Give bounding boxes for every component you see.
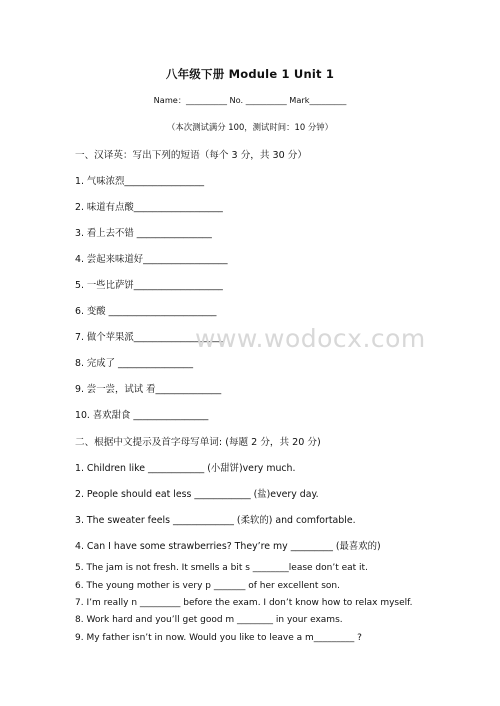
section-2-item-2: 2. People should eat less ____________ (盐)every day. <box>75 489 319 500</box>
section-1-item-6: 6. 变酸 _______________________ <box>75 306 217 317</box>
section-1-item-2: 2. 味道有点酸___________________ <box>75 202 223 213</box>
section-2-heading: 二、根据中文提示及首字母写单词: (每题 2 分，共 20 分) <box>75 437 321 448</box>
section-2-item-5: 5. The jam is not fresh. It smells a bit s ________lease don’t eat it. <box>75 563 368 573</box>
section-2-item-6: 6. The young mother is very p _______ of her excellent son. <box>75 581 340 591</box>
section-1-item-8: 8. 完成了 ________________ <box>75 358 194 369</box>
section-2-item-8: 8. Work hard and you’ll get good m ________ in your exams. <box>75 615 343 625</box>
section-2-item-4: 4. Can I have some strawberries? They’re my _________ (最喜欢的) <box>75 541 381 552</box>
name-line: Name：__________ No. __________ Mark_________ <box>153 95 347 105</box>
section-1-heading: 一、汉译英：写出下列的短语（每个 3 分，共 30 分） <box>75 150 307 161</box>
section-1-item-7: 7. 做个苹果派___________________ <box>75 332 223 343</box>
score-note: （本次测试满分 100，测试时间：10 分钟） <box>167 122 333 132</box>
section-1-item-1: 1. 气味浓烈_________________ <box>75 176 205 187</box>
watermark: www.wodocx.com <box>195 324 426 353</box>
section-2-item-1: 1. Children like ____________ (小甜饼)very much. <box>75 463 296 474</box>
section-2-item-3: 3. The sweater feels _____________ (柔软的) and comfortable. <box>75 515 356 526</box>
page-title: 八年级下册 Module 1 Unit 1 <box>165 67 335 81</box>
section-1-item-10: 10. 喜欢甜食 ________________ <box>75 410 209 421</box>
section-1-item-3: 3. 看上去不错 ________________ <box>75 228 212 239</box>
section-1-item-4: 4. 尝起来味道好__________________ <box>75 254 228 265</box>
section-1-item-9: 9. 尝一尝，试试 看______________ <box>75 384 222 395</box>
section-2-item-7: 7. I’m really n _________ before the exam. I don’t know how to relax myself. <box>75 598 413 608</box>
section-2-item-9: 9. My father isn’t in now. Would you like to leave a m_________ ? <box>75 633 362 643</box>
section-1-item-5: 5. 一些比萨饼___________________ <box>75 280 223 291</box>
